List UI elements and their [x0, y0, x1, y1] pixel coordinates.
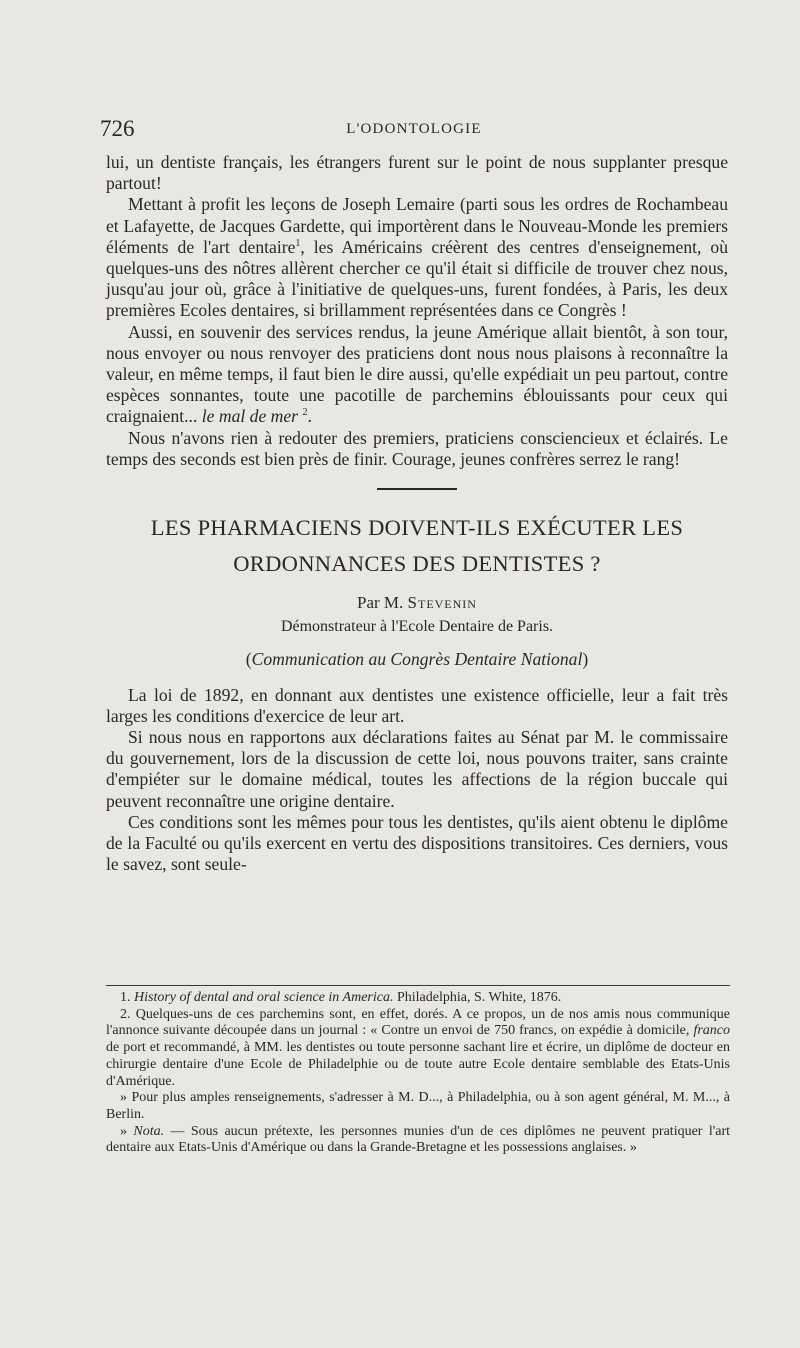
author-name: Stevenin: [407, 593, 477, 613]
footnotes: [106, 990, 730, 1157]
article-paragraph-3: Ces conditions sont les mêmes pour tous les dentistes, qu'ils aient obtenu le diplôme de la Faculté ou qu'ils exercent en vertu des dispositions transitoires. Ces derniers, vous le savez, sont seule-: [106, 811, 728, 875]
page-body: [106, 152, 728, 875]
article-title-line-2: ORDONNANCES DES DENTISTES ?: [233, 551, 601, 577]
intro-paragraph-2-rest: , les Américains créèrent des centres d'enseignement, où quelques-uns des nôtres allèrent chercher ce qu'il était si difficile de trouver chez nous, jusqu'au jour où, grâce à l'initiative de quelques-uns, furent fondées, à Paris, les deux premières Ecoles dentaires, si brillamment représentées dans ce Congrès !: [106, 236, 728, 321]
article-paragraph-1: La loi de 1892, en donnant aux dentistes une existence officielle, leur a fait très larges les conditions d'exercice de leur art.: [106, 684, 728, 726]
footnote-divider: [106, 985, 730, 986]
communication-text: Communication au Congrès Dentaire National: [251, 649, 583, 670]
footnote-2-text-b: de port et recommandé, à MM. les dentistes ou toute personne sachant lire et écrire, un diplôme de docteur en chirurgie dentaire d'une Ecole de Philadelphie ou de toute autre Ecole dentaire semblable des Etats-Unis d'Amérique.: [106, 1040, 730, 1089]
footnote-1-number: 1.: [120, 990, 131, 1005]
footnote-2-text-a: 2. Quelques-uns de ces parchemins sont, en effet, dorés. A ce propos, un de nos amis nous communique l'annonce suivante découpée dans un journal : « Contre un envoi de 750 francs, on expédie à domicile,: [106, 1006, 730, 1039]
footnote-2-continued: » Pour plus amples renseignements, s'adresser à M. D..., à Philadelphia, ou à son agent général, M. M..., à Berlin.: [106, 1090, 730, 1122]
intro-paragraph-3-italic: le mal de mer: [201, 406, 299, 427]
byline-prefix: Par M.: [357, 593, 404, 613]
page-header: [100, 116, 728, 146]
footnote-1-rest: Philadelphia, S. White, 1876.: [396, 990, 562, 1005]
intro-paragraph-3-text: Aussi, en souvenir des services rendus, la jeune Amérique allait bientôt, à son tour, nous envoyer ou nous renvoyer des praticiens dont nous nous plaisons à reconnaître la valeur, en même temps, il faut bien le dire aussi, qu'elle expédiait un peu partout, contre espèces sonnantes, toute une pacotille de parchemins éblouissants pour ceux qui craignaient...: [106, 321, 728, 427]
intro-paragraph-2: [106, 194, 728, 321]
footnote-ref-2: 2: [302, 407, 308, 419]
article-byline: [106, 592, 728, 613]
intro-paragraph-4: Nous n'avons rien à redouter des premiers, praticiens consciencieux et éclairés. Le temps des seconds est bien près de finir. Courage, jeunes confrères serrez le rang!: [106, 427, 728, 469]
footnote-2-nota-text: — Sous aucun prétexte, les personnes munies d'un de ces diplômes ne peuvent pratiquer l'art dentaire aux Etats-Unis d'Amérique ou dans la Grande-Bretagne et les possessions anglaises. »: [106, 1123, 731, 1156]
footnote-2-nota: [106, 1124, 730, 1157]
author-affiliation: Démonstrateur à l'Ecole Dentaire de Paris.: [280, 618, 554, 636]
article-title: [106, 510, 728, 582]
intro-paragraph-2-text: Mettant à profit les leçons de Joseph Lemaire (parti sous les ordres de Rochambeau et Lafayette, de Jacques Gardette, qui importèrent dans le Nouveau-Monde les premiers éléments de l'art dentaire: [106, 194, 728, 257]
footnote-1-title: History of dental and oral science in America.: [134, 990, 394, 1005]
page-number: 726: [100, 116, 135, 141]
footnote-2-nota-label: Nota.: [133, 1123, 165, 1139]
footnote-2-italic: franco: [693, 1023, 731, 1039]
footnote-1: [106, 990, 730, 1007]
footnote-2-nota-prefix: »: [120, 1123, 134, 1139]
intro-paragraph-1: lui, un dentiste français, les étrangers furent sur le point de nous supplanter presque partout!: [106, 152, 728, 194]
article-title-line-1: LES PHARMACIENS DOIVENT-ILS EXÉCUTER LES: [150, 515, 684, 541]
footnote-ref-1: 1: [295, 237, 301, 249]
footnote-2: [106, 1007, 730, 1091]
intro-paragraph-3: Aussi, en souvenir des services rendus, la jeune Amérique allait bientôt, à son tour, nous envoyer ou nous renvoyer des praticiens dont nous nous plaisons à reconnaître la valeur, en même temps, il faut bien le dire aussi, qu'elle expédiait un peu partout, contre espèces sonnantes, toute une pacotille de parchemins éblouissants pour ceux qui craignaient... le mal de mer $^2$.: [106, 321, 728, 427]
article-paragraph-2: Si nous nous en rapportons aux déclarations faites au Sénat par M. le commissaire du gouvernement, lors de la discussion de cette loi, nous pouvons traiter, sans crainte d'empiéter sur le domaine médical, toutes les affections de la région buccale qui peuvent reconnaître une origine dentaire.: [106, 727, 728, 811]
communication-note: (Communication au Congrès Dentaire National): [245, 649, 589, 670]
running-head: L'ODONTOLOGIE: [346, 121, 482, 137]
section-divider: [377, 488, 457, 490]
